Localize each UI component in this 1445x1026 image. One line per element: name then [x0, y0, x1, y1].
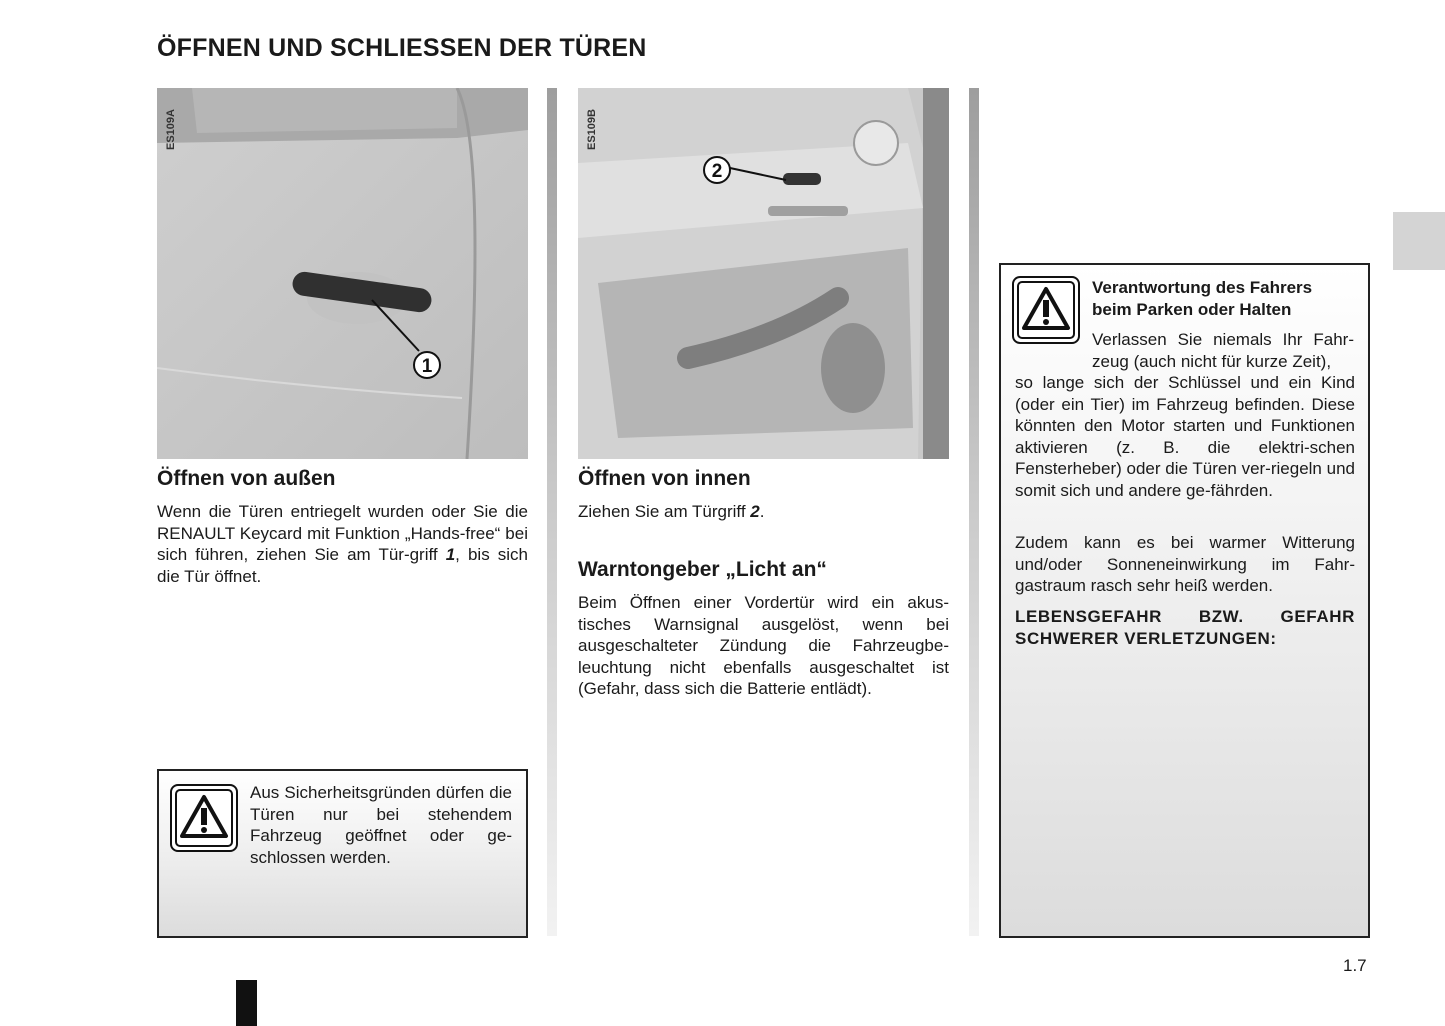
section-text-lights: Beim Öffnen einer Vordertür wird ein akus-tisches Warnsignal ausgelöst, wenn bei ausgeschalteter Zündung die Fahrzeugbe-leuchtung nicht ebenfalls ausgeschaltet ist (Gefahr, dass sich die Batterie entlädt).	[578, 593, 949, 698]
warning-caps: LEBENSGEFAHR BZW. GEFAHR SCHWERER VERLETZUNGEN:	[1015, 607, 1355, 648]
section-heading-lights: Warntongeber „Licht an“	[578, 558, 827, 581]
text-part: Wenn die Türen entriegelt wurden oder Sie die RENAULT Keycard mit Funktion „Hands-free“ bei sich führen, ziehen Sie am Tür-griff	[157, 502, 528, 564]
door-interior-photo	[578, 88, 949, 459]
text-ref: 2	[750, 502, 760, 521]
callout-1: 1	[421, 356, 433, 377]
column-divider	[969, 88, 979, 936]
column-divider	[547, 88, 557, 936]
image-code: ES109B	[586, 109, 598, 150]
page-number: 1.7	[1343, 956, 1367, 975]
page-title: ÖFFNEN UND SCHLIESSEN DER TÜREN	[157, 34, 647, 62]
section-text-inside	[578, 501, 949, 523]
chapter-tab	[1393, 212, 1445, 270]
door-exterior-photo	[157, 88, 528, 459]
warning-body: so lange sich der Schlüssel und ein Kind (oder ein Tier) im Fahrzeug befinden. Diese könnten den Motor starten und Funktionen aktivieren (z. B. die elektri-schen Fensterheber) oder die Türen ver-riegeln und somit sich und andere ge-fährden.	[1015, 373, 1355, 500]
safety-warning-text: Aus Sicherheitsgründen dürfen die Türen nur bei stehendem Fahrzeug geöffnet oder ge-schlossen werden.	[250, 783, 512, 867]
driver-responsibility-warning-box	[999, 263, 1370, 938]
warning-triangle-icon	[1012, 276, 1080, 344]
text-part: Ziehen Sie am Türgriff	[578, 502, 751, 521]
safety-warning-box	[157, 769, 528, 938]
warning-triangle-icon	[170, 784, 238, 852]
warning-title: Verantwortung des Fahrers beim Parken oder Halten	[1092, 278, 1313, 319]
warning-intro: Verlassen Sie niemals Ihr Fahr-zeug (auch nicht für kurze Zeit),	[1092, 330, 1354, 371]
warning-para2: Zudem kann es bei warmer Witterung und/oder Sonneneinwirkung im Fahr-gastraum rasch sehr heiß werden.	[1015, 533, 1355, 595]
section-heading-inside: Öffnen von innen	[578, 467, 751, 490]
edge-marker	[236, 980, 257, 1026]
image-code: ES109A	[165, 109, 177, 150]
text-ref: 1	[445, 545, 456, 564]
section-text-outside	[157, 501, 528, 587]
section-heading-outside: Öffnen von außen	[157, 467, 336, 490]
text-part: , bis sich die Tür öffnet.	[157, 545, 528, 586]
callout-2: 2	[711, 161, 723, 182]
text-part: .	[759, 502, 765, 521]
